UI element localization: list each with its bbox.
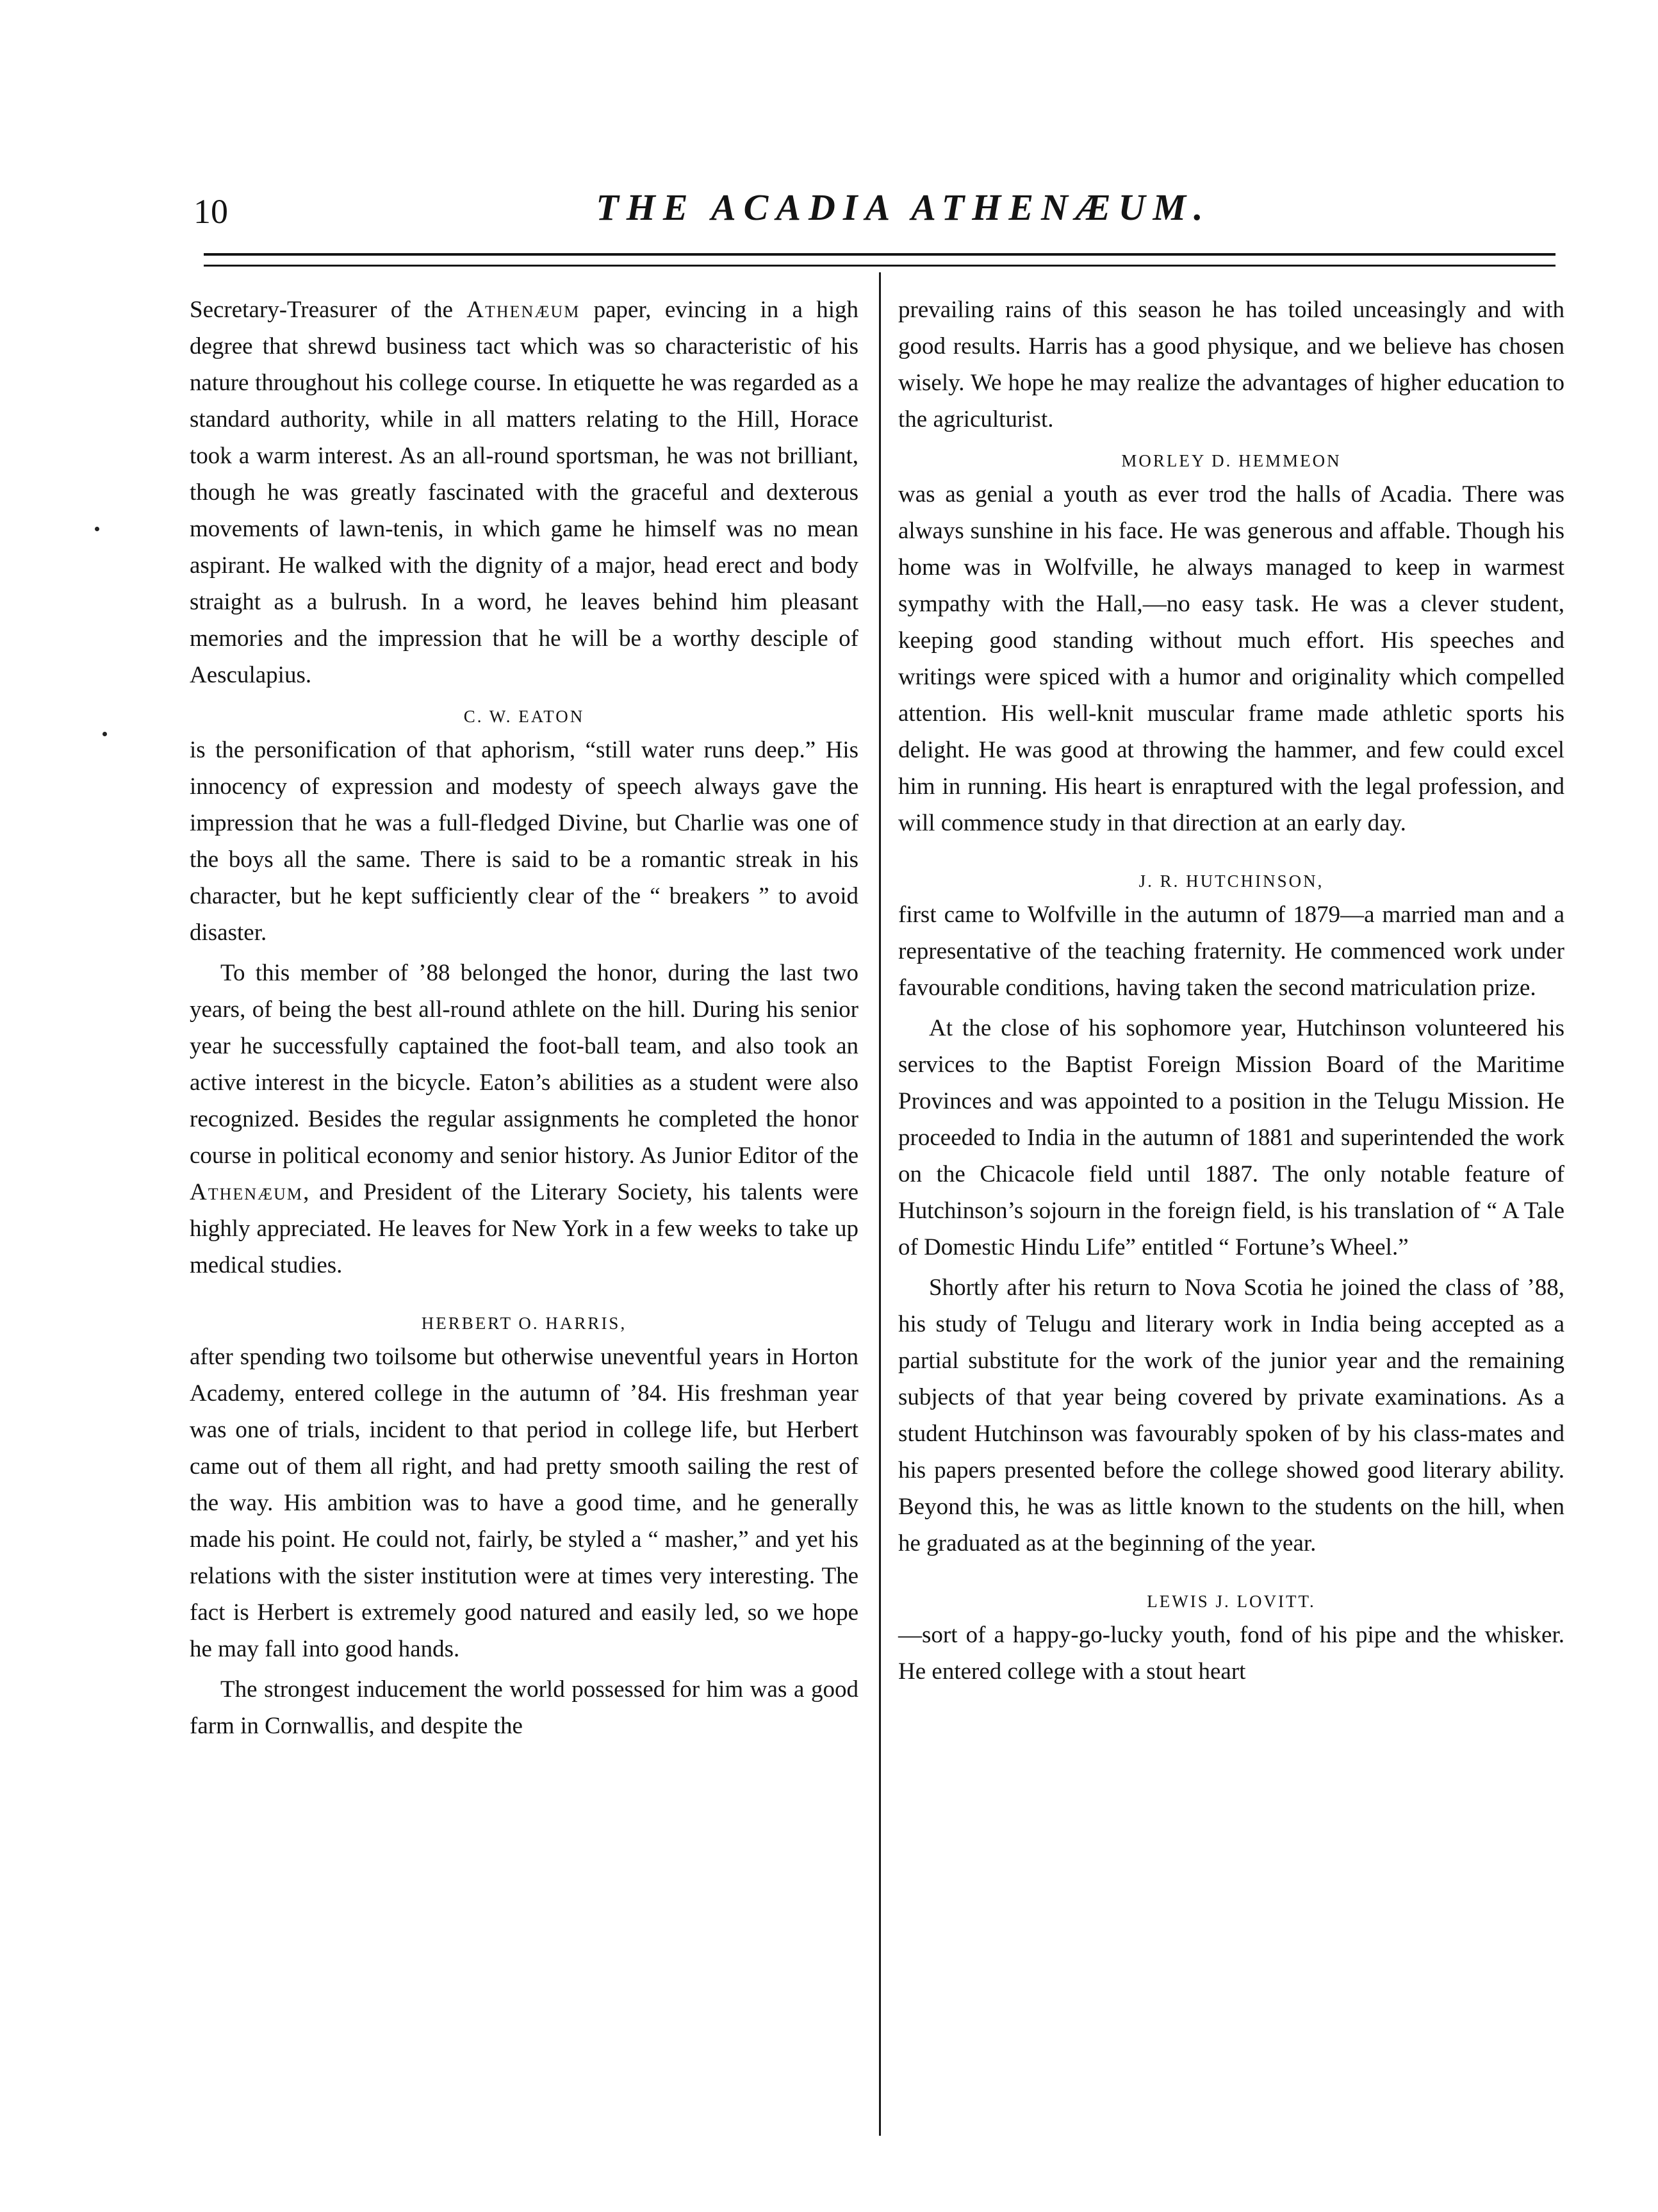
column-divider	[879, 272, 881, 2136]
page-number: 10	[193, 192, 228, 231]
scan-speck	[103, 732, 107, 736]
heading-hemmeon: MORLEY D. HEMMEON	[1121, 451, 1342, 470]
paragraph-harris-farm: The strongest inducement the world possessed for him was a good farm in Cornwallis, and despite the	[190, 1676, 858, 1739]
paragraph-hutchinson-return: Shortly after his return to Nova Scotia he joined the class of ’88, his study of Telugu and literary work in India being accepted as a partial substitute for the work of the junior year and the remaining subjects of that year being covered by private examinations. As a student Hutchinson was favourably spoken of by his class-mates and his papers presented before the college showed good literary ability. Beyond this, he was as little known to the students on the hill, when he graduated as at the beginning of the year.	[898, 1275, 1564, 1556]
left-column	[190, 292, 858, 1744]
header-rule-thick	[204, 253, 1555, 256]
paragraph-hemmeon: was as genial a youth as ever trod the halls of Acadia. There was always sunshine in his face. He was generous and affable. Though his home was in Wolfville, he always managed to keep in warmest sympathy with the Hall,—no easy task. He was a clever student, keeping good standing without much effort. His speeches and writings were spiced with a humor and originality which compelled attention. His well-knit muscular frame made athletic sports his delight. He was good at throwing the hammer, and few could excel him in running. His heart is enraptured with the legal profession, and will commence study in that direction at an early day.	[898, 481, 1564, 836]
heading-harris: HERBERT O. HARRIS,	[421, 1314, 627, 1333]
right-column	[898, 292, 1564, 1690]
header-rule-thin	[204, 265, 1555, 267]
paragraph-eaton-intro: is the personification of that aphorism, “still water runs deep.” His innocency of expression and modesty of speech always gave the impression that he was a full-fledged Divine, but Charlie was one of the boys all the same. There is said to be a romantic streak in his character, but he kept sufficiently clear of the “ breakers ” to avoid disaster.	[190, 737, 858, 946]
paragraph-hutchinson-intro: first came to Wolfville in the autumn of 1879—a married man and a representative of the teaching fraternity. He commenced work under favourable conditions, having taken the second matriculation prize.	[898, 902, 1564, 1001]
paragraph-lovitt: —sort of a happy-go-lucky youth, fond of his pipe and the whisker. He entered college with a stout heart	[898, 1622, 1564, 1685]
athenaeum-smallcaps: Athenæum	[190, 1179, 304, 1205]
heading-hutchinson: J. R. HUTCHINSON,	[1138, 871, 1324, 891]
paragraph-harris-intro: after spending two toilsome but otherwise uneventful years in Horton Academy, entered college in the autumn of ’84. His freshman year was one of trials, incident to that period in college life, but Herbert came out of them all right, and had pretty smooth sailing the rest of the way. His ambition was to have a good time, and he generally made his point. He could not, fairly, be styled a “ masher,” and yet his relations with the sister institution were at times very interesting. The fact is Herbert is extremely good natured and easily led, so we hope he may fall into good hands.	[190, 1344, 858, 1662]
paragraph-harris-continued: prevailing rains of this season he has toiled unceasingly and with good results. Harris has a good physique, and we believe has chosen wisely. We hope he may realize the advantages of higher education to the agriculturist.	[898, 297, 1564, 433]
paragraph-horace-continued: Secretary-Treasurer of the Athenæum paper, evincing in a high degree that shrewd business tact which was so characteristic of his nature throughout his college course. In etiquette he was regarded as a standard authority, while in all matters relating to the Hill, Horace took a warm interest. As an all-round sportsman, he was not brilliant, though he was greatly fascinated with the graceful and dexterous movements of lawn-tenis, in which game he himself was no mean aspirant. He walked with the dignity of a major, head erect and body straight as a bulrush. In a word, he leaves behind him pleasant memories and the impression that he will be a worthy desciple of Aesculapius.	[190, 297, 859, 688]
paragraph-eaton-athlete: To this member of ’88 belonged the honor, during the last two years, of being the best all-round athlete on the hill. During his senior year he successfully captained the foot-ball team, and also took an active interest in the bicycle. Eaton’s abilities as a student were also recognized. Besides the regular assignments he completed the honor course in political economy and senior history. As Junior Editor of the Athenæum, and President of the Literary Society, his talents were highly appreciated. He leaves for New York in a few weeks to take up medical studies.	[190, 960, 858, 1278]
scan-speck	[95, 527, 99, 531]
journal-title: THE ACADIA ATHENÆUM.	[596, 186, 1211, 228]
athenaeum-smallcaps: Athenæum	[466, 297, 580, 323]
heading-eaton: C. W. EATON	[463, 707, 585, 726]
heading-lovitt: LEWIS J. LOVITT.	[1147, 1592, 1316, 1611]
paragraph-hutchinson-mission: At the close of his sophomore year, Hutchinson volunteered his services to the Baptist Foreign Mission Board of the Maritime Provinces and was appointed to a position in the Telugu Mission. He proceeded to India in the autumn of 1881 and superintended the work on the Chicacole field until 1887. The only notable feature of Hutchinson’s sojourn in the foreign field, is his translation of “ A Tale of Domestic Hindu Life” entitled “ Fortune’s Wheel.”	[898, 1015, 1564, 1260]
